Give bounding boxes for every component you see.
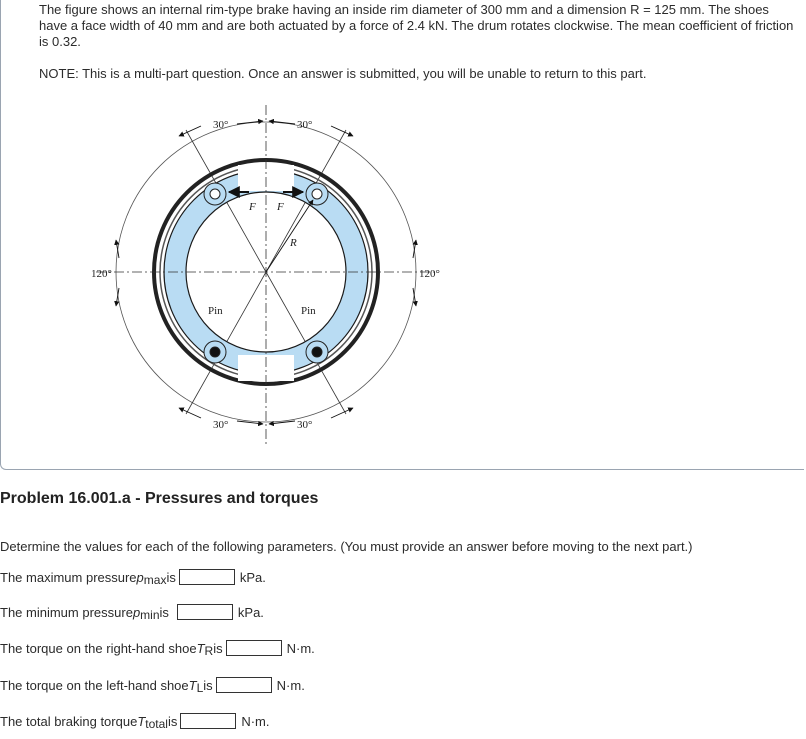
pin-label: Pin <box>301 305 316 317</box>
pin-label: Pin <box>208 305 223 317</box>
left-torque-input[interactable] <box>216 677 272 693</box>
angle-label: 120° <box>419 268 440 280</box>
min-pressure-input[interactable] <box>177 604 233 620</box>
question-max-pressure: The maximum pressure p $_{max}$ is kPa. <box>0 569 266 587</box>
instructions: Determine the values for each of the following parameters. (You must provide an answer before moving to the next part.) <box>0 539 693 554</box>
angle-label: 30° <box>213 419 229 431</box>
pin-top-right <box>306 183 328 205</box>
question-right-torque: The torque on the right-hand shoe T $_R$ is N·m. <box>0 640 315 658</box>
angle-label: 30° <box>213 119 229 131</box>
question-total-torque: The total braking torque T $_{total}$ is N·m. <box>0 713 270 731</box>
pin-bottom-right <box>306 341 328 363</box>
angle-label: 30° <box>297 119 313 131</box>
force-label: F <box>277 201 284 213</box>
pin-bottom-left <box>204 341 226 363</box>
radius-label: R <box>290 237 297 249</box>
pin-top-left <box>204 183 226 205</box>
question-min-pressure: The minimum pressure p $_{min}$ is kPa. <box>0 604 264 622</box>
right-torque-input[interactable] <box>226 640 282 656</box>
part-title: Problem 16.001.a - Pressures and torques <box>0 490 319 507</box>
angle-label: 120° <box>91 268 112 280</box>
total-torque-input[interactable] <box>180 713 236 729</box>
angle-label: 30° <box>297 419 313 431</box>
max-pressure-input[interactable] <box>179 569 235 585</box>
force-label: F <box>249 201 256 213</box>
multi-part-note: NOTE: This is a multi-part question. Once an answer is submitted, you will be unable to return to this part. <box>39 66 647 81</box>
radius-line <box>266 200 313 272</box>
question-left-torque: The torque on the left-hand shoe T $_L$ is N·m. <box>0 677 305 695</box>
problem-statement: The figure shows an internal rim-type brake having an inside rim diameter of 300 mm and a dimension R = 125 mm. The shoes have a face width of 40 mm and are both actuated by a force of 2.4 kN. The drum rotates clockwise. The mean coefficient of friction is 0.32. <box>39 2 794 49</box>
brake-figure <box>1 95 806 465</box>
